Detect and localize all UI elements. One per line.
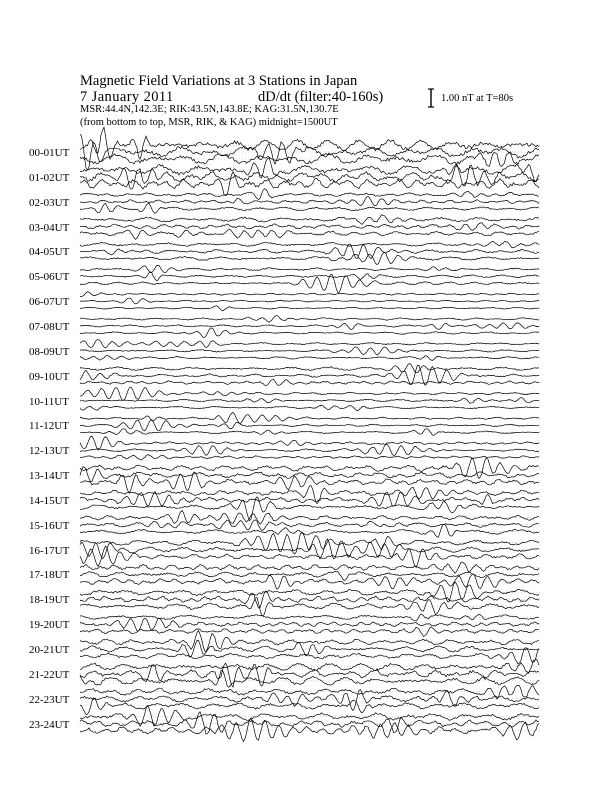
hour-row <box>80 291 540 311</box>
hour-row <box>80 340 540 361</box>
trace-msr <box>80 429 539 436</box>
trace-rik <box>80 196 539 205</box>
trace-rik <box>80 520 539 530</box>
hour-label: 08-09UT <box>29 345 70 358</box>
trace-msr <box>80 670 539 687</box>
trace-kag <box>80 685 539 699</box>
hour-label: 05-06UT <box>29 271 70 284</box>
trace-rik <box>80 618 539 631</box>
trace-kag <box>80 387 539 400</box>
hour-label: 09-10UT <box>29 370 70 383</box>
hour-row <box>80 436 540 460</box>
hour-row <box>80 659 540 687</box>
trace-kag <box>80 582 539 602</box>
hour-label: 15-16UT <box>29 519 70 532</box>
hour-row <box>80 631 540 665</box>
trace-rik <box>80 420 539 431</box>
hour-label: 02-03UT <box>29 196 70 209</box>
scale-bar-icon <box>428 89 434 107</box>
trace-rik <box>80 640 539 656</box>
trace-msr <box>80 405 539 410</box>
trace-kag <box>80 412 539 423</box>
hour-row <box>80 215 540 240</box>
hour-row <box>80 189 540 214</box>
trace-msr <box>80 230 539 240</box>
trace-msr <box>80 306 539 311</box>
trace-kag <box>80 614 539 621</box>
trace-kag <box>80 511 539 524</box>
hour-label: 01-02UT <box>29 171 70 184</box>
trace-kag <box>80 706 539 727</box>
hour-row <box>80 533 540 568</box>
trace-kag <box>80 340 539 348</box>
trace-rik <box>80 347 539 355</box>
trace-msr <box>80 356 539 361</box>
trace-msr <box>80 152 539 166</box>
trace-rik <box>80 591 539 608</box>
trace-rik <box>80 444 539 455</box>
trace-rik <box>80 492 539 507</box>
trace-kag <box>80 364 539 373</box>
trace-rik <box>80 571 539 580</box>
hour-row <box>80 316 540 338</box>
hour-label: 17-18UT <box>29 569 70 582</box>
hour-row <box>80 511 540 538</box>
hour-row <box>80 685 540 714</box>
chart-date: 7 January 2011 <box>80 89 174 105</box>
hour-label: 10-11UT <box>29 395 69 408</box>
hour-row <box>80 127 540 170</box>
hour-row <box>80 387 540 411</box>
hour-label: 20-21UT <box>29 644 70 656</box>
hour-row <box>80 458 540 494</box>
trace-kag <box>80 127 539 159</box>
trace-kag <box>80 486 539 504</box>
trace-kag <box>80 316 539 323</box>
trace-msr <box>80 328 539 338</box>
hour-label: 04-05UT <box>29 246 70 259</box>
hour-label: 19-20UT <box>29 619 70 632</box>
stacking-note: (from bottom to top, MSR, RIK, & KAG) midnight=1500UT <box>80 117 338 128</box>
hour-label: 11-12UT <box>29 420 69 433</box>
hour-label: 00-01UT <box>29 147 70 159</box>
trace-rik <box>80 244 539 259</box>
trace-msr <box>80 627 539 637</box>
trace-msr <box>80 719 539 742</box>
hour-row <box>80 265 540 292</box>
hour-label: 03-04UT <box>29 221 70 234</box>
trace-msr <box>80 203 539 213</box>
hour-label: 16-17UT <box>29 544 70 557</box>
hour-label: 14-15UT <box>29 494 70 507</box>
hour-label: 12-13UT <box>29 445 70 458</box>
hour-row <box>80 158 540 196</box>
chart-title: Magnetic Field Variations at 3 Stations in Japan <box>80 73 358 89</box>
hour-row <box>80 412 540 435</box>
hour-row <box>80 582 540 616</box>
hour-label: 21-22UT <box>29 668 70 681</box>
trace-kag <box>80 189 539 200</box>
scale-bar-label: 1.00 nT at T=80s <box>441 93 514 104</box>
hour-row <box>80 614 540 636</box>
hour-label: 07-08UT <box>29 320 70 333</box>
hour-row <box>80 364 540 386</box>
station-coordinates: MSR:44.4N,142.3E; RIK:43.5N,143.8E; KAG:31.5N,130.7E <box>80 104 339 115</box>
filter-label: dD/dt (filter:40-160s) <box>258 89 384 105</box>
hour-row <box>80 562 540 589</box>
hour-label: 06-07UT <box>29 296 70 309</box>
hour-row <box>80 706 540 742</box>
hour-label: 18-19UT <box>29 594 70 607</box>
trace-kag <box>80 265 539 272</box>
trace-kag <box>80 533 539 554</box>
hour-label: 23-24UT <box>29 718 70 731</box>
hour-label: 13-14UT <box>29 470 70 483</box>
hour-row <box>80 241 540 264</box>
hour-label: 22-23UT <box>29 693 70 706</box>
